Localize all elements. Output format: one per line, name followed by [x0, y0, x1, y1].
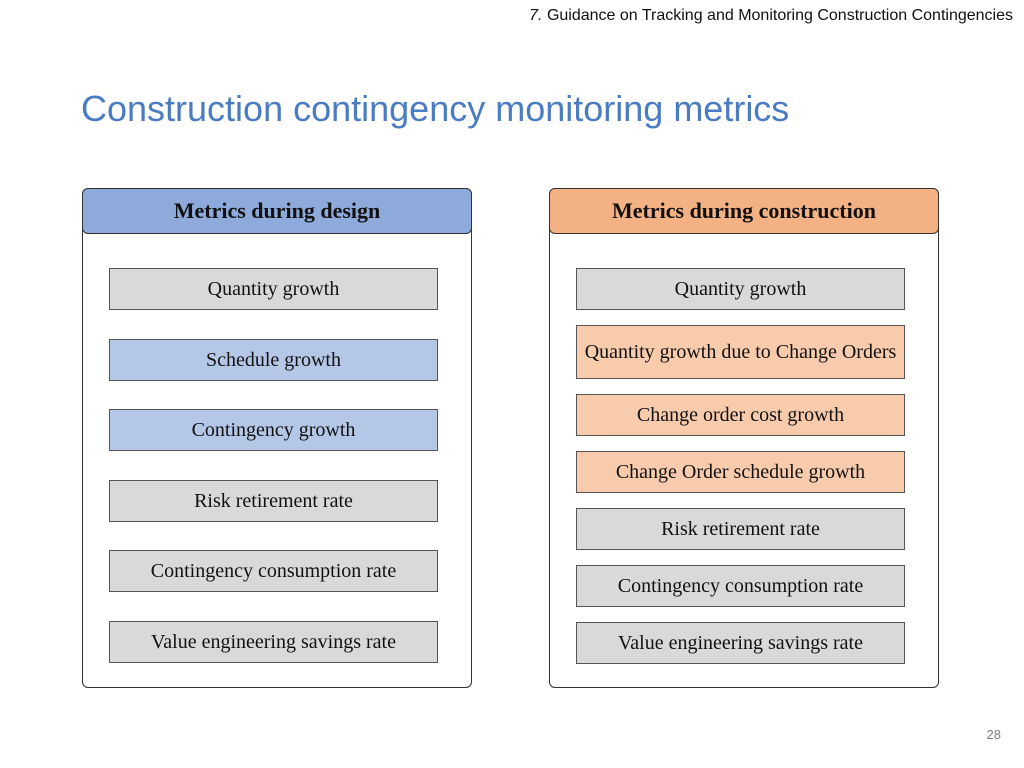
- design-metric-contingency-growth: Contingency growth: [109, 409, 438, 451]
- design-metric-quantity-growth: Quantity growth: [109, 268, 438, 310]
- section-number: 7.: [529, 7, 543, 24]
- construction-metric-change-order-cost-growth: Change order cost growth: [576, 394, 905, 436]
- construction-metric-change-order-schedule-growth: Change Order schedule growth: [576, 451, 905, 493]
- construction-metric-quantity-growth: Quantity growth: [576, 268, 905, 310]
- design-metric-contingency-consumption-rate: Contingency consumption rate: [109, 550, 438, 592]
- construction-metric-value-engineering-savings-rate: Value engineering savings rate: [576, 622, 905, 664]
- design-metric-value-engineering-savings-rate: Value engineering savings rate: [109, 621, 438, 663]
- section-header: [529, 7, 1013, 25]
- page-number: 28: [986, 727, 1001, 742]
- design-metric-risk-retirement-rate: Risk retirement rate: [109, 480, 438, 522]
- construction-panel-heading: Metrics during construction: [549, 188, 939, 234]
- section-title: Guidance on Tracking and Monitoring Construction Contingencies: [546, 7, 1013, 24]
- design-metric-schedule-growth: Schedule growth: [109, 339, 438, 381]
- slide-title: Construction contingency monitoring metrics: [81, 88, 790, 129]
- design-panel-heading: Metrics during design: [82, 188, 472, 234]
- construction-metrics-panel: [549, 188, 939, 688]
- construction-metric-quantity-growth-change-orders: Quantity growth due to Change Orders: [576, 325, 905, 379]
- construction-metric-contingency-consumption-rate: Contingency consumption rate: [576, 565, 905, 607]
- construction-metric-risk-retirement-rate: Risk retirement rate: [576, 508, 905, 550]
- design-metrics-panel: [82, 188, 472, 688]
